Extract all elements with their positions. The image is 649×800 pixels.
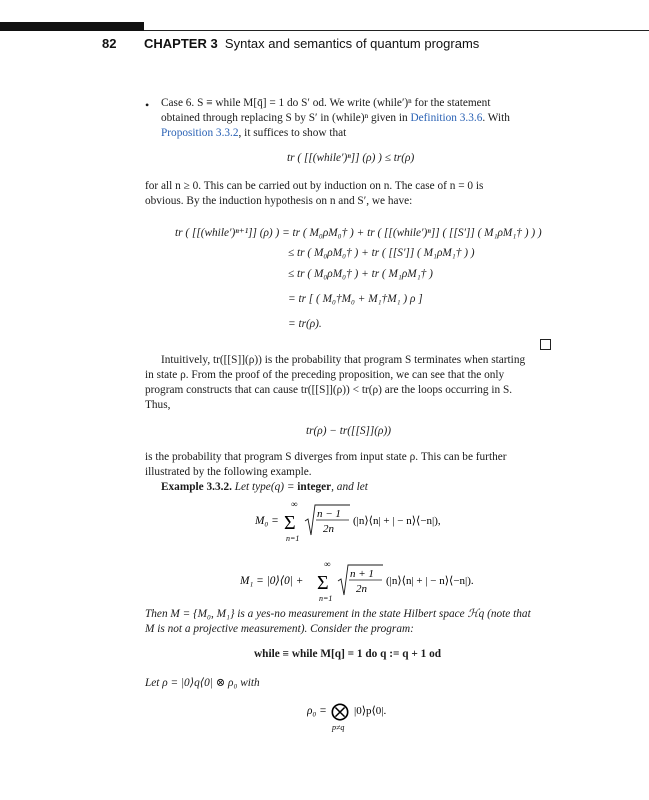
derivation-line-3: ≤ tr ( M₀ρM₀† ) + tr ( M₁ρM₁† ): [288, 268, 433, 280]
derivation-line-2: ≤ tr ( M₀ρM₀† ) + tr ( [[S′]] ( M₁ρM₁† ) ): [288, 247, 475, 259]
induction-paragraph: [145, 179, 550, 209]
case6-paragraph: [145, 96, 550, 141]
example-line: [145, 480, 550, 495]
rho0-sub: p≠q: [332, 723, 345, 732]
example-keyword: integer: [297, 481, 332, 493]
case6-line3-post: , it suffices to show that: [238, 127, 347, 139]
equation-m0: [255, 499, 485, 543]
bullet-icon: •: [145, 98, 150, 112]
case6-line2-pre: obtained through replacing S by S′ in (while)ⁿ given in: [161, 112, 411, 124]
case6-line2-post: . With: [482, 112, 510, 124]
m0-sigma-icon: Σ: [284, 512, 296, 534]
divergence-line1: is the probability that program S diverges from input state ρ. This can be further: [145, 451, 507, 463]
proposition-link[interactable]: Proposition 3.3.2: [161, 127, 239, 139]
tensor-product-icon: ⨂: [331, 701, 349, 721]
m1-frac-num: n + 1: [350, 568, 374, 580]
divergence-paragraph: [145, 450, 550, 495]
m0-sum-top: ∞: [291, 499, 298, 509]
intuition-paragraph: [145, 353, 550, 413]
example-text-post: , and let: [331, 481, 368, 493]
intuition-line1: Intuitively, tr([[S]](ρ)) is the probability that program S terminates when starting: [161, 354, 526, 366]
intuition-line4: Thus,: [145, 399, 171, 411]
case6-line2: [145, 111, 550, 126]
header-bar: [0, 22, 144, 31]
program-statement: while ≡ while M[q] = 1 do q := q + 1 od: [254, 648, 442, 660]
derivation-line-4: = tr [ ( M₀†M₀ + M₁†M₁ ) ρ ]: [288, 293, 423, 305]
m1-sum-bottom: n=1: [319, 594, 333, 603]
m0-frac-num: n − 1: [317, 508, 341, 520]
equation-trace-bound: tr ( [[(while′)ⁿ]] (ρ) ) ≤ tr(ρ): [287, 152, 415, 164]
measurement-line1: Then M = {M₀, M₁} is a yes-no measurement in the state Hilbert space ℋq (note that: [145, 608, 531, 620]
derivation-line-1: tr ( [[(while′)ⁿ⁺¹]] (ρ) ) = tr ( M₀ρM₀† ) + tr ( [[(while′)ⁿ]] ( [[S′]] ( M₁ρM₁† ) ) ): [175, 227, 542, 239]
rho0-tail: |0⟩p⟨0|.: [354, 705, 387, 717]
m1-lhs: M₁ = |0⟩⟨0| +: [240, 575, 304, 587]
measurement-line2: M is not a projective measurement). Consider the program:: [145, 623, 414, 635]
m1-sigma-icon: Σ: [317, 572, 329, 594]
measurement-paragraph: [145, 607, 550, 637]
equation-divergence: tr(ρ) − tr([[S]](ρ)): [306, 425, 391, 437]
header-rule: [144, 30, 649, 31]
m0-sum-bottom: n=1: [286, 534, 300, 543]
rho-paragraph: [145, 676, 550, 691]
equation-m1: [240, 559, 500, 603]
intuition-line3: program constructs that can cause tr([[S]](ρ)) < tr(ρ) are the loops occurring in S.: [145, 384, 513, 396]
m1-sum-top: ∞: [324, 559, 331, 569]
example-text-pre: Let type(q) =: [234, 481, 298, 493]
chapter-label: CHAPTER 3: [144, 36, 218, 51]
m1-tail: (|n⟩⟨n| + | − n⟩⟨−n|).: [386, 575, 474, 587]
rho0-lhs: ρ₀ =: [307, 705, 327, 717]
chapter-title: Syntax and semantics of quantum programs: [224, 36, 480, 51]
derivation-line-5: = tr(ρ).: [288, 318, 322, 330]
induction-line1: for all n ≥ 0. This can be carried out by induction on n. The case of n = 0 is: [145, 180, 484, 192]
m1-frac-den: 2n: [356, 583, 367, 595]
chapter-heading: [144, 36, 479, 51]
divergence-line2: illustrated by the following example.: [145, 466, 312, 478]
page-number: 82: [102, 36, 117, 51]
case6-line1: Case 6. S ≡ while M[q̄] = 1 do S′ od. We write (while′)ⁿ for the statement: [161, 97, 491, 109]
example-label: Example 3.3.2.: [161, 481, 232, 493]
m0-frac-den: 2n: [323, 523, 334, 535]
m0-lhs: M₀ =: [255, 515, 279, 527]
case6-line3: [145, 126, 550, 141]
qed-box-icon: [540, 339, 551, 350]
intuition-line2: in state ρ. From the proof of the preceding proposition, we can see that the only: [145, 369, 505, 381]
induction-line2: obvious. By the induction hypothesis on n and S′, we have:: [145, 195, 413, 207]
rho-line: Let ρ = |0⟩q⟨0| ⊗ ρ₀ with: [145, 677, 260, 689]
equation-rho0: [307, 697, 427, 733]
definition-link[interactable]: Definition 3.3.6: [410, 112, 483, 124]
m0-tail: (|n⟩⟨n| + | − n⟩⟨−n|),: [353, 515, 441, 527]
